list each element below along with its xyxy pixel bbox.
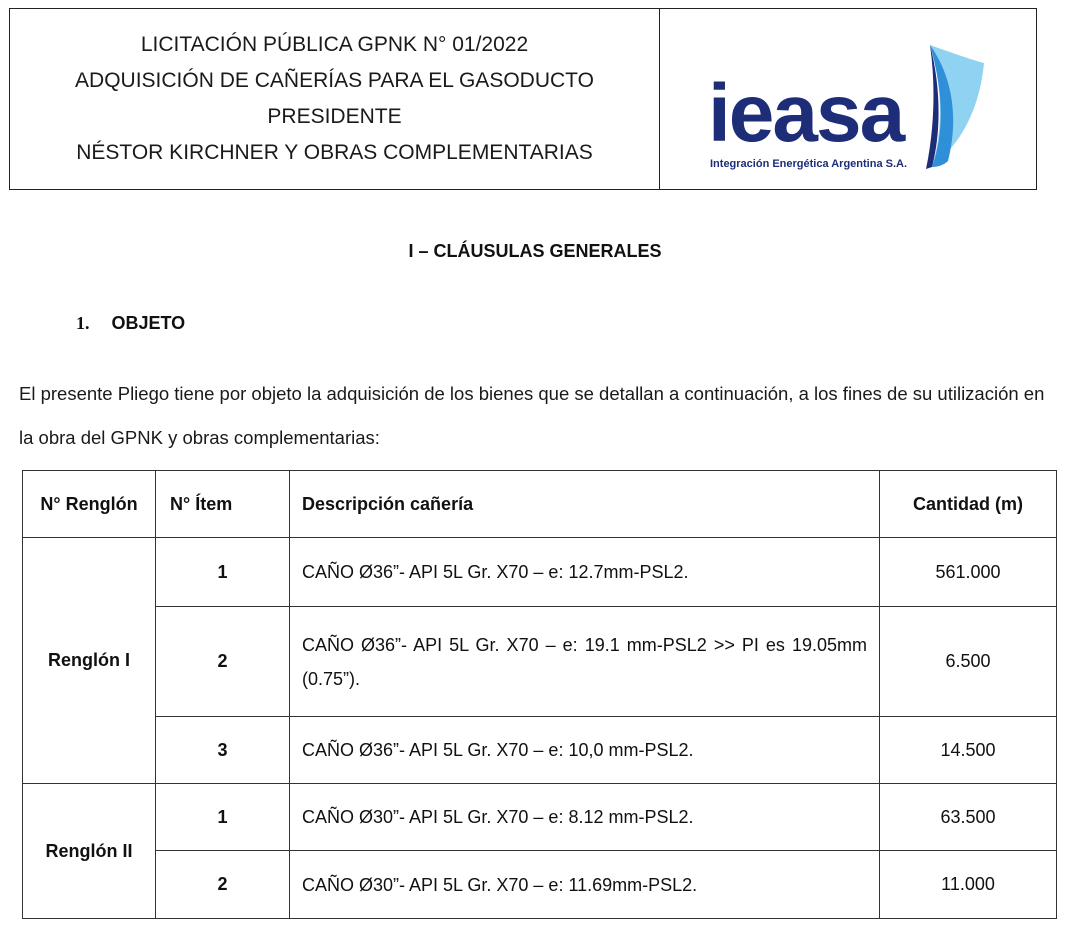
ieasa-logo: [708, 43, 998, 183]
clause-heading: [76, 313, 185, 334]
header-renglon: N° Renglón: [23, 471, 156, 538]
item-cell: 3: [156, 717, 290, 784]
table-header-row: [23, 471, 1057, 538]
clause-number: 1.: [76, 313, 90, 333]
quantity-cell: 6.500: [880, 607, 1057, 717]
logo-emblem: [926, 45, 984, 169]
item-cell: 1: [156, 784, 290, 851]
description-cell: CAÑO Ø36”- API 5L Gr. X70 – e: 10,0 mm-PSL2.: [290, 717, 880, 784]
quantity-cell: 561.000: [880, 538, 1057, 607]
document-header: [9, 8, 1037, 190]
table-row: [23, 538, 1057, 607]
logo-block: [660, 9, 1036, 189]
quantity-cell: 14.500: [880, 717, 1057, 784]
quantity-cell: 11.000: [880, 851, 1057, 919]
section-title: I – CLÁUSULAS GENERALES: [408, 241, 662, 261]
description-cell: CAÑO Ø36”- API 5L Gr. X70 – e: 19.1 mm-PSL2 >> PI es 19.05mm (0.75”).: [290, 607, 880, 717]
description-cell: CAÑO Ø30”- API 5L Gr. X70 – e: 11.69mm-PSL2.: [290, 851, 880, 919]
quantity-cell: 63.500: [880, 784, 1057, 851]
description-cell: CAÑO Ø30”- API 5L Gr. X70 – e: 8.12 mm-PSL2.: [290, 784, 880, 851]
item-cell: 2: [156, 607, 290, 717]
object-paragraph: El presente Pliego tiene por objeto la adquisición de los bienes que se detallan a continuación, a los fines de su utilización en la obra del GPNK y obras complementarias:: [19, 383, 1045, 448]
table-row: [23, 607, 1057, 717]
header-cantidad: Cantidad (m): [880, 471, 1057, 538]
tender-number: LICITACIÓN PÚBLICA GPNK N° 01/2022: [140, 33, 529, 56]
header-title-block: [10, 9, 660, 189]
logo-tagline: Integración Energética Argentina S.A.: [710, 158, 908, 170]
clause-title: OBJETO: [111, 313, 186, 333]
logo-wordmark: ieasa: [708, 68, 904, 159]
header-descripcion: Descripción cañería: [290, 471, 880, 538]
renglon-cell: Renglón I: [23, 538, 156, 784]
tender-title-line2: NÉSTOR KIRCHNER Y OBRAS COMPLEMENTARIAS: [76, 141, 593, 164]
renglon-cell: Renglón II: [23, 784, 156, 919]
table-row: [23, 717, 1057, 784]
description-cell: CAÑO Ø36”- API 5L Gr. X70 – e: 12.7mm-PSL2.: [290, 538, 880, 607]
item-cell: 2: [156, 851, 290, 919]
pipes-table: [22, 470, 1057, 919]
item-cell: 1: [156, 538, 290, 607]
table-row: [23, 851, 1057, 919]
header-item: N° Ítem: [156, 471, 290, 538]
table-row: [23, 784, 1057, 851]
tender-title-line1: ADQUISICIÓN DE CAÑERÍAS PARA EL GASODUCTO PRESIDENTE: [75, 69, 594, 128]
